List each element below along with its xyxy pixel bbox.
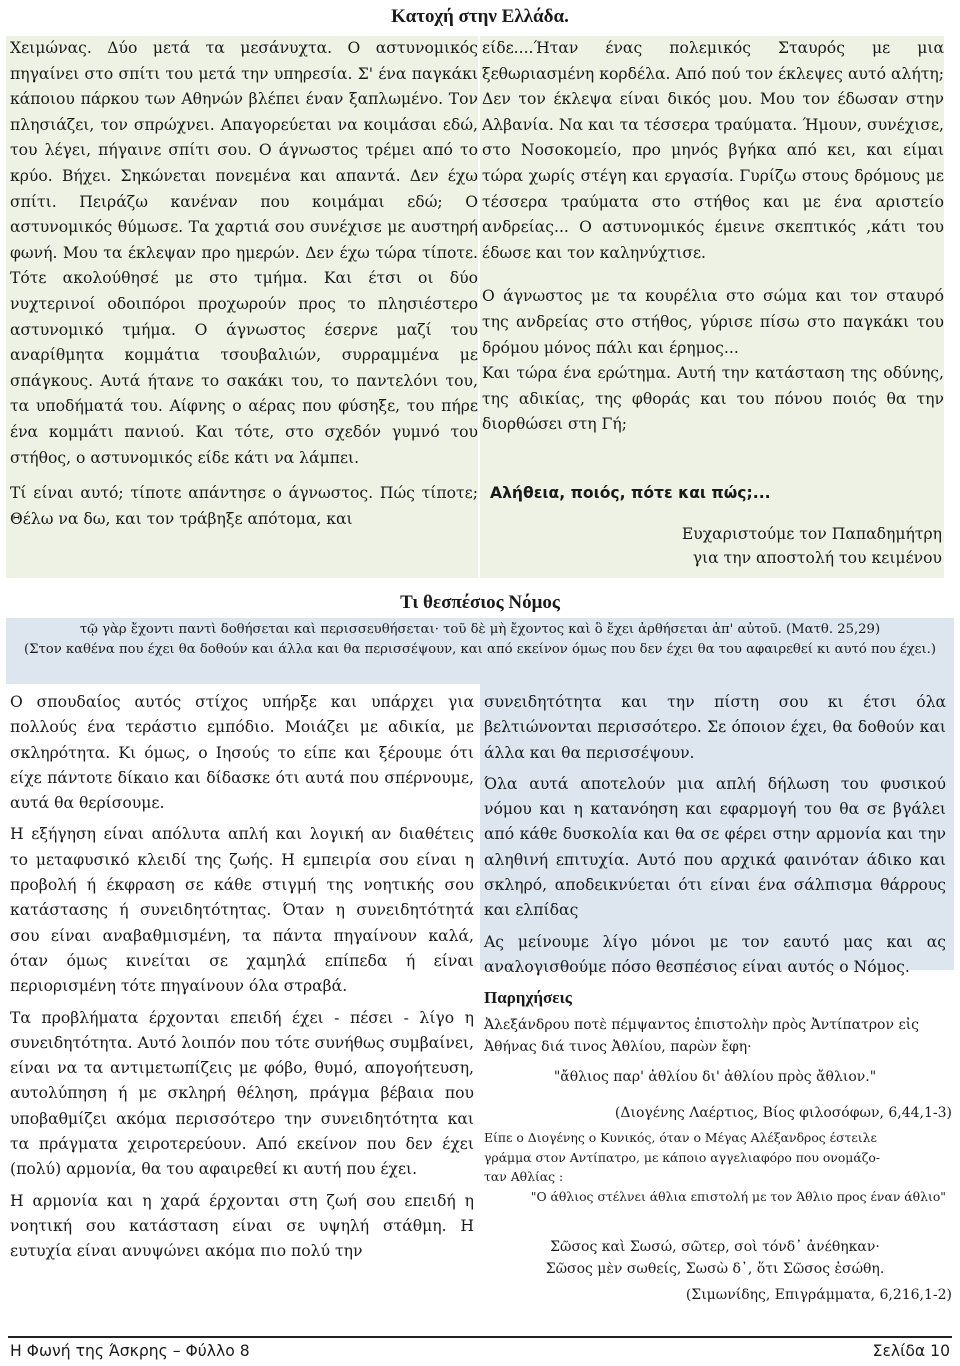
article2-right-paragraph: Ας μείνουμε λίγο μόνοι με τον εαυτό μας και ας αναλογισθούμε πόσο θεσπέσιος είναι αυτός ο Νόμος. (484, 932, 946, 976)
scripture-quote (10, 620, 950, 660)
epigram (484, 1236, 946, 1280)
article2-right-paragraph: Όλα αυτά αποτελούν μια απλή δήλωση του φυσικού νόμου και η κατανόηση και εφαρμογή του θα σε βγάλει από κάθε δυσκολία και θα σε φέρει στην αρμονία και την αληθινή επιτυχία. Αυτό που αρχικά φαινόταν άδικο και σκληρό, αποδεικνύεται ότι είναι ένα σάλπισμα θάρρους και ελπίδας (484, 774, 946, 920)
explanation-line: γράμμα στον Αντίπατρο, με κάποιο αγγελιαφόρο που ονομάζο- (484, 1149, 881, 1165)
article1-left-paragraph: Χειμώνας. Δύο μετά τα μεσάνυχτα. Ο αστυνομικός πηγαίνει στο σπίτι του μετά την υπηρεσία. Σ' ένα παγκάκι κάποιου πάρκου των Αθηνών βλέπει έναν ξαπλωμένο. Τον πλησιάζει, τον σπρώχνει. Απαγορεύεται να κοιμάσαι εδώ, του λέγει, πήγαινε σπίτι σου. Ο άγνωστος τρέμει από το κρύο. Βήχει. Σηκώνεται πονεμένα και απαντά. Δεν έχω σπίτι. Πειράζω κανέναν που κοιμάμαι εδώ; Ο αστυνομικός θύμωσε. Τα χαρτιά σου συνέχισε με αυστηρή φωνή. Μου τα έκλεψαν προ ημερών. Δεν έχω τώρα τίποτε. Τότε ακολούθησέ με στο τμήμα. Και έτσι οι δύο νυχτερινοί οδοιπόροι προχωρούν προς το πλησιέστερο αστυνομικό τμήμα. Ο άγνωστος έσερνε μαζί του αναρίθμητα κομμάτια τσουβαλιών, συρραμμένα με σπάγκους. Αυτά ήτανε το σακάκι του, το παντελόνι του, τα υποδήματά του. Αίφνης ο αέρας που φύσηξε, του πήρε ένα κομμάτι πανιού. Και τότε, στο σχεδόν γυμνό του στήθος, ο αστυνομικός είδε κάτι να λάμπει. (10, 39, 478, 467)
epigram-line: Σῶσος καὶ Σωσώ, σῶτερ, σοὶ τόνδ᾽ ἀνέθηκαν· (550, 1239, 880, 1255)
footer-publication: Η Φωνή της Άσκρης – Φύλλο 8 (10, 1342, 250, 1360)
article2-right-paragraph: συνειδητότητα και την πίστη σου κι έτσι όλα βελτιώνονται περισσότερο. Σε όποιον έχει, θα δοθούν και άλλα και θα περισσέψουν. (484, 693, 946, 762)
article1-title: Κατοχή στην Ελλάδα. (391, 6, 569, 27)
footer-divider (8, 1336, 952, 1338)
scripture-modern: (Στον καθένα που έχει θα δοθούν και άλλα και θα περισσέψουν, και από εκείνον όμως που δεν έχει θα του αφαιρεθεί κι αυτό που έχει.) (24, 642, 936, 657)
epigram-citation: (Σιμωνίδης, Επιγράμματα, 6,216,1-2) (685, 1287, 952, 1303)
thanks-line: Ευχαριστούμε τον Παπαδημήτρη (681, 525, 942, 543)
article1-left-column (10, 36, 478, 532)
explanation-line: ταν Αθλίας : (484, 1169, 564, 1184)
article1-right-paragraph: Και τώρα ένα ερώτημα. Αυτή την κατάσταση της οδύνης, της αδικίας, της φθοράς και του πόνου ποιός θα την διορθώσει στη Γή; (482, 364, 944, 434)
article2-right-column (484, 690, 946, 980)
article2-title: Τι θεσπέσιος Νόμος (400, 592, 560, 613)
article1-right-paragraph: Ο άγνωστος με τα κουρέλια στο σώμα και τον σταυρό της ανδρείας στο στήθος, γύρισε πίσω στο παγκάκι του δρόμου μόνος πάλι και έρημος... (482, 287, 944, 357)
thanks-line: για την αποστολή του κειμένου (692, 549, 942, 567)
explanation-line: "Ο άθλιος στέλνει άθλια επιστολή με τον Άθλιο προς έναν άθλιο" (530, 1188, 946, 1204)
parixiseis-citation: (Διογένης Λαέρτιος, Βίος φιλοσόφων, 6,44,1-3) (614, 1105, 952, 1121)
explanation-line: Είπε ο Διογένης ο Κυνικός, όταν ο Μέγας Αλέξανδρος έστειλε (484, 1130, 877, 1145)
epigram-line: Σῶσος μὲν σωθείς, Σωσὼ δ᾽, ὅτι Σῶσος ἐσώθη. (545, 1261, 885, 1277)
parixiseis-title: Παρηχήσεις (484, 988, 572, 1007)
article1-right-column (482, 36, 944, 438)
closing-question: Αλήθεια, ποιός, πότε και πώς;... (490, 484, 771, 502)
article2-left-paragraph: Τα προβλήματα έρχονται επειδή έχει - πέσει - λίγο η συνειδητότητα. Αυτό λοιπόν που τότε συνήθως συμβαίνει, είναι να τα αντιμετωπίζεις με φόβο, θυμό, απογοήτευση, αυτολύπηση ή με σκληρή θέληση, πράγμα βέβαια που υποβαθμίζει ακόμα περισσότερο την συνειδητότητα και τα πράγματα χειροτερεύουν. Από εκείνον που δεν έχει (πολύ) αρμονία, θα του αφαιρεθεί κι αυτή που έχει. (10, 1008, 474, 1179)
article2-left-paragraph: Ο σπουδαίος αυτός στίχος υπήρξε και υπάρχει για πολλούς ένα τεράστιο εμπόδιο. Μοιάζει με αδικία, με σκληρότητα. Κι όμως, ο Ιησούς το είπε και ξέρουμε ότι είχε πάντοτε δίκαιο και δίδασκε ότι αυτά που σπέρνουμε, αυτά θα θερίσουμε. (10, 693, 474, 813)
footer-page-number: Σελίδα 10 (872, 1342, 950, 1360)
article1-right-paragraph: είδε....Ήταν ένας πολεμικός Σταυρός με μια ξεθωριασμένη κορδέλα. Από πού τον έκλεψες αυτό αλήτη; Δεν τον έκλεψα είναι δικός μου. Μου τον έδωσαν στην Αλβανία. Να και τα τέσσερα τραύματα. Ήμουν, συνέχισε, στο Νοσοκομείο, προ μηνός βγήκα από κει, και είμαι τώρα χωρίς στέγη και εργασία. Γυρίζω στους δρόμους με τέσσερα τραύματα στο στήθος και με ένα αριστείο ανδρείας... Ο αστυνομικός έμεινε σκεπτικός ,κάτι του έδωσε και τον καληνύχτισε. (482, 39, 944, 262)
parixiseis-explanation (484, 1128, 946, 1206)
parixiseis-intro: Ἀλεξάνδρου ποτὲ πέμψαντος ἐπιστολὴν πρὸς Ἀντίπατρον εἰς Ἀθήνας διά τινος Ἀθλίου, παρὼν ἔφη· (484, 1017, 920, 1055)
article2-left-column (10, 690, 474, 1265)
article1-left-paragraph: Τί είναι αυτό; τίποτε απάντησε ο άγνωστος. Πώς τίποτε; Θέλω να δω, και τον τράβηξε απότομα, και (10, 484, 478, 528)
article2-left-paragraph: Η αρμονία και η χαρά έρχονται στη ζωή σου επειδή η νοητική σου κατάσταση είναι σε υψηλή στάθμη. Η ευτυχία είναι ανυψώνει ακόμα πιο πολύ την (10, 1191, 474, 1261)
scripture-greek: τῷ γὰρ ἔχοντι παντὶ δοθήσεται καὶ περισσευθήσεται· τοῦ δὲ μὴ ἔχοντος καὶ ὃ ἔχει ἀρθήσεται ἀπ' αὐτοῦ. (Ματθ. 25,29) (79, 622, 881, 637)
parixiseis-quote: "ἄθλιος παρ' ἀθλίου δι' ἀθλίου πρὸς ἄθλιον." (553, 1069, 877, 1085)
article2-left-paragraph: Η εξήγηση είναι απόλυτα απλή και λογική αν διαθέτεις το μεταφυσικό κλειδί της ζωής. Η εμπειρία σου είναι η προβολή ή έκφραση σε κάθε στιγμή της νοητικής σου κατάστασης ή συνειδητότητας. Όταν η συνειδητότητά σου είναι αναβαθμισμένη, τα πάντα πηγαίνουν καλά, όταν όμως κινείται σε χαμηλά επίπεδα ή είναι περιορισμένη τότε πηγαίνουν όλα στραβά. (10, 825, 474, 996)
thanks-note (560, 522, 942, 570)
